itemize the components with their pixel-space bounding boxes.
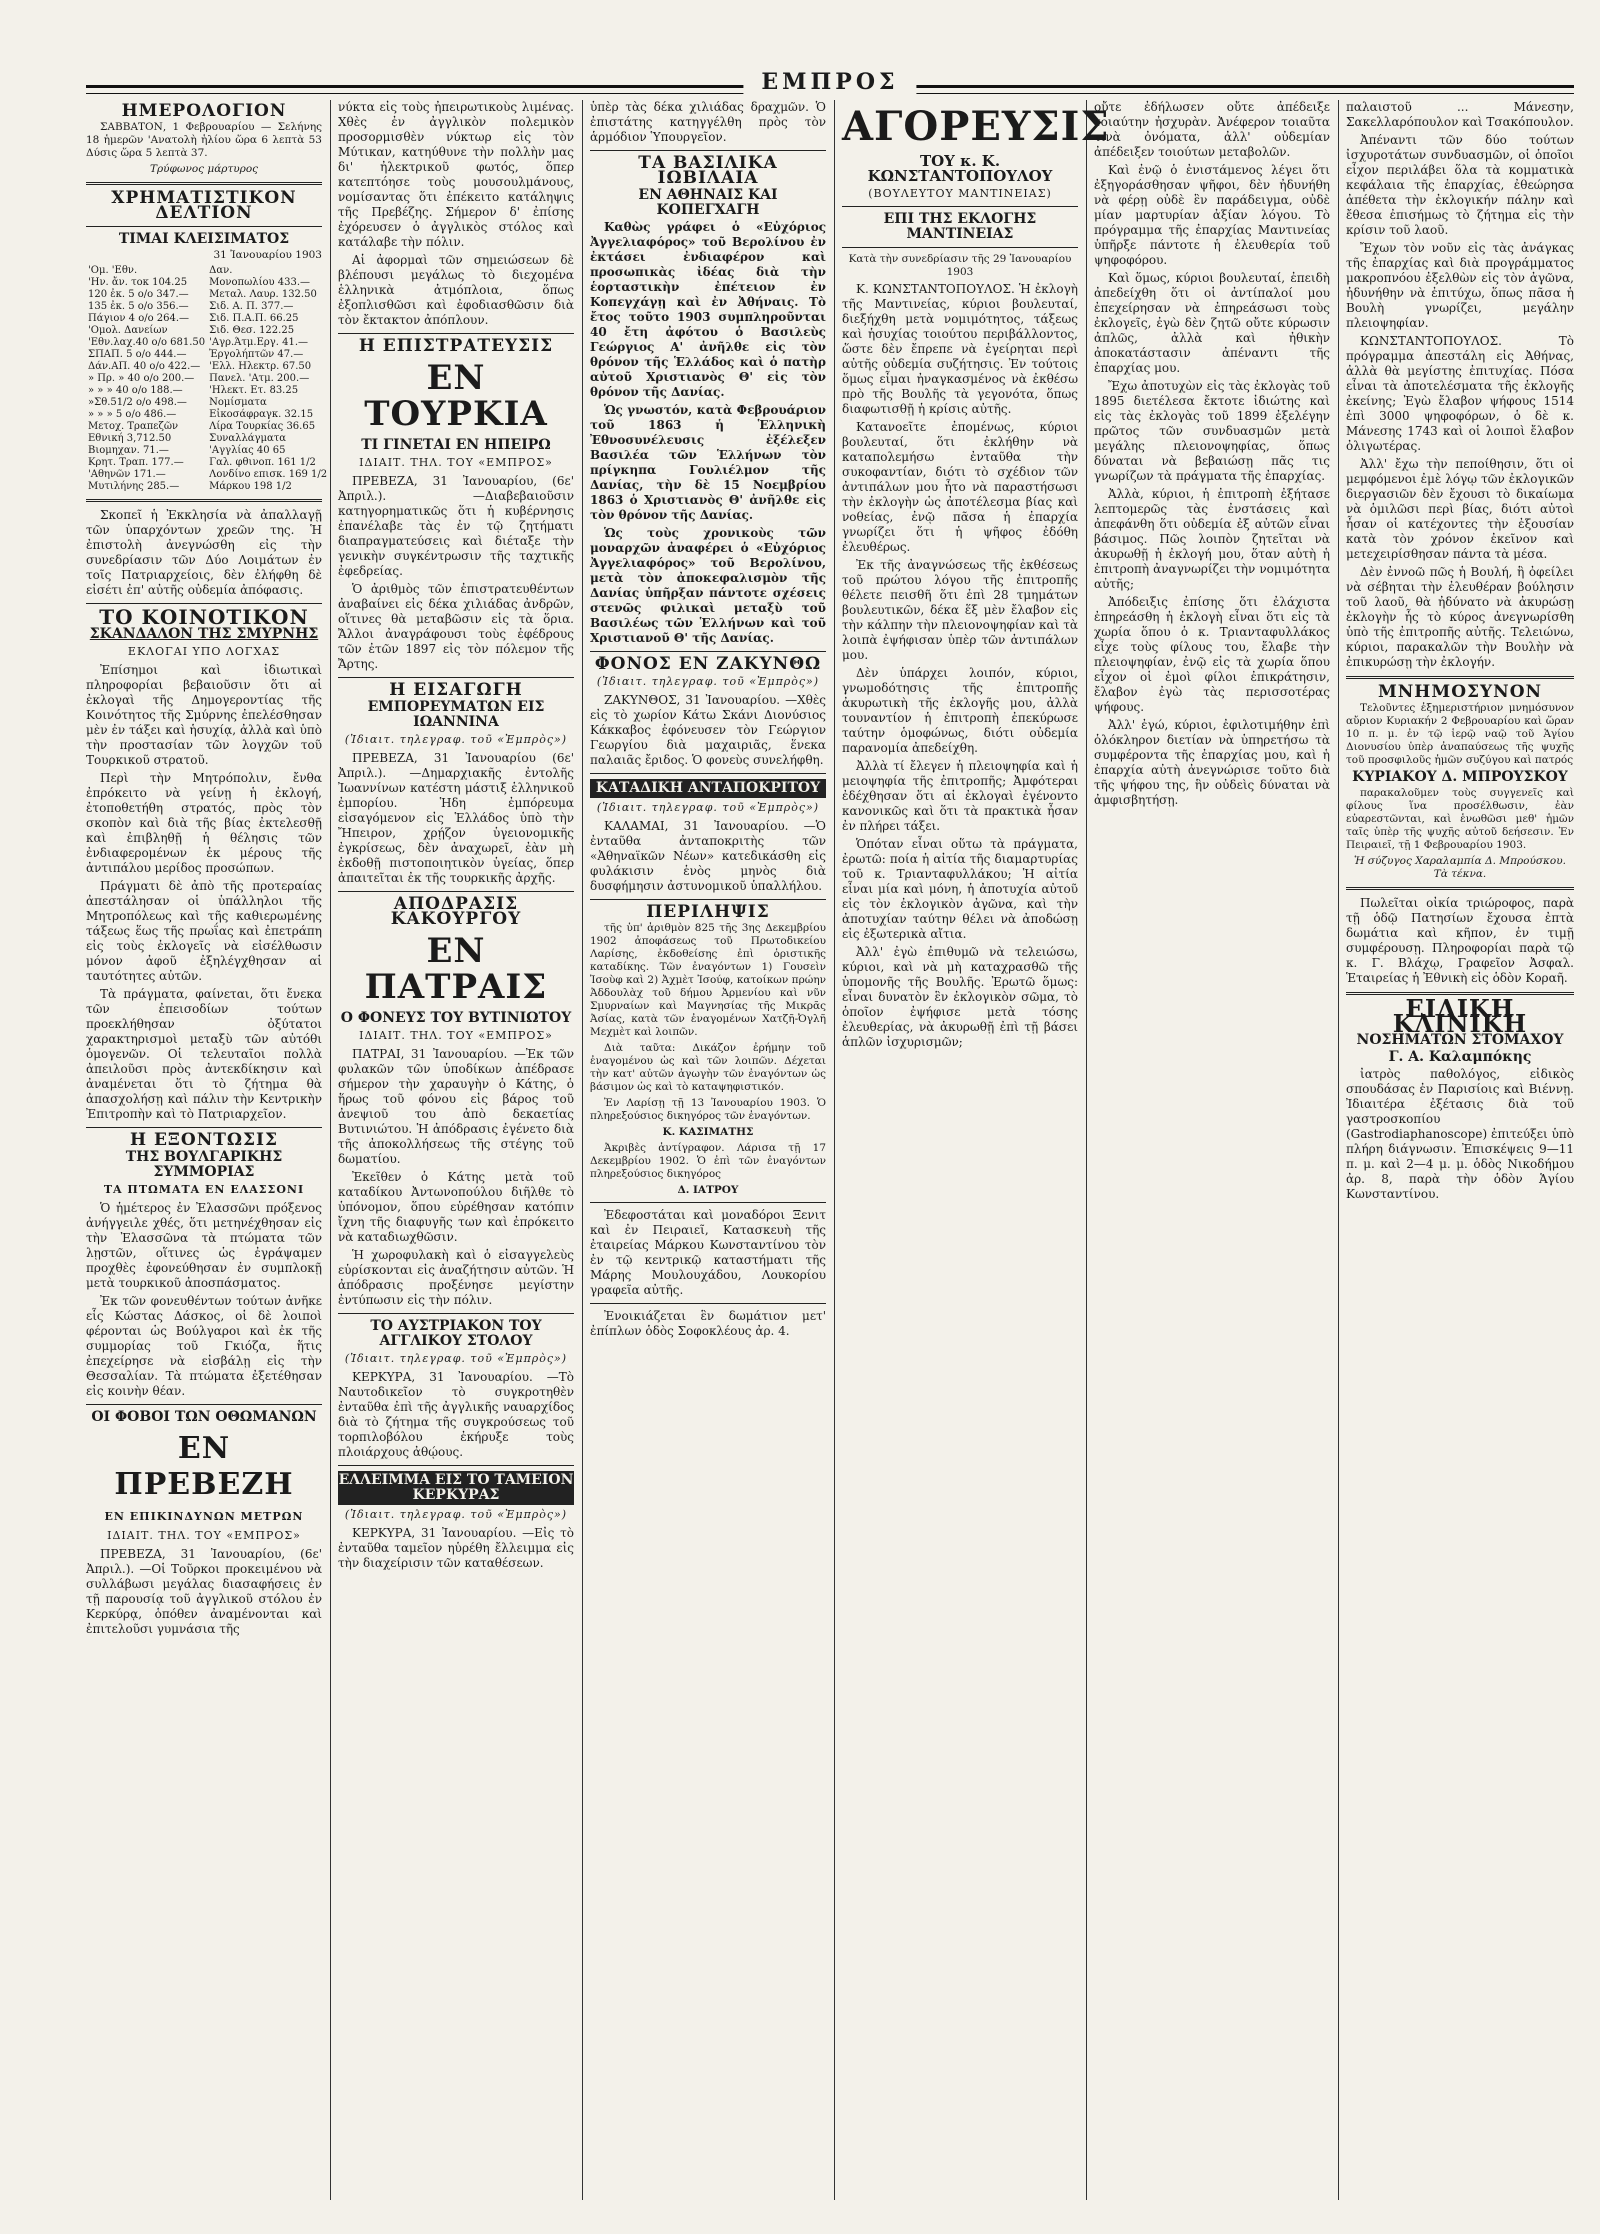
rates-row: [86, 265, 329, 277]
preveza-subheading: ΕΝ ΕΠΙΚΙΝΔΥΝΩΝ ΜΕΤΡΩΝ: [104, 1510, 304, 1523]
article-paragraph: ΚΩΝΣΤΑΝΤΟΠΟΥΛΟΣ. Τὸ πρόγραμμα ἀπεστάλη εἰς Ἀθήνας, ἀλλὰ θὰ μεγίστης ἐπιτυχίας. Πόσα εἶναι τὰ ἀποτελέσματα τῆς ἐκλογῆς ἐκείνης; Ἐγὼ ἔλαβον ψήφους 1514 ἐπὶ 3000 ψηφοφόρων, ὁ δὲ κ. Μάνεσης 1743 καὶ οἱ λοιποὶ ἔλαβον ὀλιγωτέρας.: [1346, 334, 1574, 453]
article-paragraph: Τὰ πράγματα, φαίνεται, ὅτι ἔνεκα τῶν ἐπεισοδίων τούτων προεκλήθησαν ὀξύτατοι χαρακτηρισμοὶ μεταξὺ τῶν αὐτόθι ὁμογενῶν. Οἱ τελευταῖοι πολλὰ ἀπειλοῦσι πρὸς ἀντεκδίκησιν καὶ ἀναμένεται ὅτι τὸ ζήτημα θὰ ἀπασχολήσῃ καὶ πάλιν τὴν Κεντρικὴν Ἐπιτροπὴν καὶ τὸ Πατριαρχεῖον.: [86, 987, 322, 1121]
rates-row: [86, 325, 329, 337]
rates-cell: Λίρα Τουρκίας 36.65: [209, 421, 316, 432]
article-paragraph: νύκτα εἰς τοὺς ἠπειρωτικοὺς λιμένας. Χθὲς ἐν ἀγγλικὸν πολεμικὸν προσορμισθὲν νύκτωρ εἰς τὸν Μύτικαν, κατηύθυνε τὴν πολλὴν μας δι' ἠλεκτρικοῦ φωτός, ὅπερ κατεπτόησε τοὺς μουσουλμάνους, νομίσαντας ὅτι ἐπέκειτο κατάληψις τῆς Πρεβέζης. Σήμερον δ' ἐπίσης ἐχόρευσεν ὁ ἀγγλικὸς στόλος καὶ κατάλαβε τὴν πόλιν.: [338, 100, 574, 249]
divider: [338, 1465, 574, 1466]
divider: [86, 182, 322, 185]
article-paragraph: ὑπὲρ τὰς δέκα χιλιάδας δραχμῶν. Ὁ ἐπιστάτης κατηγγέλθη πρὸς τὸν ἁρμόδιον Ὑπουργεῖον.: [590, 100, 826, 144]
imports-dateline: (Ἰδιαιτ. τηλεγραφ. τοῦ «Ἐμπρὸς»): [344, 733, 568, 746]
exchange-table: [86, 265, 329, 493]
exchange-subheading: ΤΙΜΑΙ ΚΛΕΙΣΙΜΑΤΟΣ: [118, 231, 290, 247]
memorial-family: Ἡ σύζυγος Χαραλαμπία Δ. Μπρούσκου. Τὰ τέκνα.: [1354, 855, 1566, 880]
bulgarians-heading: Η ΕΞΟΝΤΩΣΙΣ: [129, 1130, 279, 1150]
article-paragraph: Καὶ ὅμως, κύριοι βουλευταί, ἐπειδὴ ἀπεδείχθη ὅτι οἱ ἀντίπαλοί μου ἐπεχείρησαν νὰ ἐπηρεάσωσι τοὺς ἐκλογεῖς, ἐγὼ δὲν ζητῶ οὔτε κύρωσιν ἀπλῶς, ἀλλὰ καὶ ἠθικὴν ἀποκατάστασιν ἀπέναντι τῆς ἐπαρχίας μου.: [1094, 271, 1330, 375]
signature: Κ. ΚΑΣΙΜΑΤΗΣ: [662, 1126, 754, 1138]
bulgarians-subheading: ΤΑ ΠΤΩΜΑΤΑ ΕΝ ΕΛΑΣΣΟΝΙ: [103, 1183, 305, 1196]
epistratevsis-dateline: ΙΔΙΑΙΤ. ΤΗΛ. ΤΟΥ «ΕΜΠΡΟΣ»: [359, 456, 553, 469]
rates-row: [86, 361, 329, 373]
exchange-date: 31 Ἰανουαρίου 1903: [213, 249, 322, 261]
divider: [86, 499, 322, 502]
article-paragraph: Κ. ΚΩΝΣΤΑΝΤΟΠΟΥΛΟΣ. Ἡ ἐκλογὴ τῆς Μαντινείας, κύριοι βουλευταί, διεξήχθη μετὰ νομιμότητος, τάξεως καὶ ἡσυχίας τοιούτου περιβάλλοντος, ὥστε δὲν ἔπρεπε νὰ ἐγείρηται περὶ αὐτῆς οὐδεμία συζήτησις. Ἐν τούτοις ὅμως εἶμαι ἠναγκασμένος νὰ ἐκθέσω πρὸ τῆς Βουλῆς τὰ γεγονότα, ὅπως διαφωτισθῇ ἡ κρίσις αὐτῆς.: [842, 282, 1078, 416]
rates-row: [86, 373, 329, 385]
rates-row: [86, 313, 329, 325]
perilipsis-heading: ΠΕΡΙΛΗΨΙΣ: [646, 902, 770, 922]
article-paragraph: Ἀλλὰ, κύριοι, ἡ ἐπιτροπὴ ἐξήτασε λεπτομερῶς τὰς ἐνστάσεις καὶ ἀπεφάνθη ὅτι οὐδεμία ἐξ αὐτῶν εἶναι βάσιμος. Πῶς λοιπὸν ζητεῖται νὰ ἀκυρωθῇ ἡ ἐκλογή μου, ὅταν αὐτὴ ἡ ἐπιτροπὴ ἀναγνωρίζει τὴν νομιμότητα αὐτῆς;: [1094, 487, 1330, 591]
smyrna-heading-2: ΣΚΑΝΔΑΛΟΝ ΤΗΣ ΣΜΥΡΝΗΣ: [89, 626, 319, 642]
rates-cell: Μετοχ. Τραπεζῶν: [88, 421, 179, 432]
memorial-heading: ΜΝΗΜΟΣΥΝΟΝ: [1377, 682, 1543, 702]
epistratevsis-heading-2: ΕΝ ΤΟΥΡΚΙΑ: [364, 358, 548, 434]
clinic-subheading: ΝΟΣΗΜΑΤΩΝ ΣΤΟΜΑΧΟΥ: [1356, 1032, 1564, 1048]
divider: [86, 1127, 322, 1128]
article-paragraph: Ἀλλ' ἐγώ, κύριοι, ἐφιλοτιμήθην ἐπὶ ὁλόκληρον διετίαν νὰ ὑπηρετήσω τὰ συμφέροντα τῆς ἐπαρχίας μου, καὶ ἡ ἐπαρχία αὐτὴ ἀνεγνώρισε τοῦτο διὰ τῆς ψήφου της, ἣν οὐδεὶς δύναται νὰ ἀμφισβητήσῃ.: [1094, 718, 1330, 807]
rates-cell: Σιδ. Π.Α.Π. 66.25: [209, 313, 299, 324]
rates-cell: Δάν.ΑΠ. 40 ο/ο 422.—: [88, 361, 201, 372]
deficit-dateline: (Ἰδιαιτ. τηλεγραφ. τοῦ «Ἐμπρὸς»): [344, 1508, 568, 1521]
kalamata-dateline: (Ἰδιαιτ. τηλεγραφ. τοῦ «Ἐμπρὸς»): [596, 801, 820, 814]
rates-cell: » » » 40 ο/ο 188.—: [88, 385, 183, 396]
article-paragraph: Περὶ τὴν Μητρόπολιν, ἔνθα ἐπρόκειτο νὰ γείνῃ ἡ ἐκλογή, ἐτοποθετήθη στρατός, πρὸς τὸν σκοπὸν καὶ διὰ τῆς βίας ἐκτελεσθῇ καὶ ἐπιβληθῇ ἡ θέλησις τῶν ἐνδιαφερομένων ἐκ μέρους τῆς ἀντιπάλου μερίδος προσώπων.: [86, 771, 322, 875]
signature: Δ. ΙΑΤΡΟΥ: [677, 1184, 739, 1196]
classified-ad: Ἐνοικιάζεται ἓν δωμάτιον μετ' ἐπίπλων ὁδὸς Σοφοκλέους ἀρ. 4.: [590, 1309, 826, 1338]
clinic-doctor: Γ. Α. Καλαμπόκης: [1388, 1049, 1532, 1065]
speech-heading-2: ΤΟΥ κ. Κ. ΚΩΝΣΤΑΝΤΟΠΟΥΛΟΥ: [867, 152, 1053, 185]
divider: [590, 1202, 826, 1203]
article-paragraph: Ἐκ τῶν φονευθέντων τούτων ἀνῆκε εἷς Κώστας Δάσκος, οἱ δὲ λοιποὶ φέρονται ὡς Βούλγαροι καὶ ἐκ τῆς συμμορίας τοῦ Γκιόζα, ἥτις ἐπεχείρησε νὰ εἰσβάλῃ εἰς τὴν Θεσσαλίαν. Τὰ πτώματα ἐξετέθησαν εἰς κοινὴν θέαν.: [86, 1294, 322, 1398]
article-paragraph: ΠΡΕΒΕΖΑ, 31 Ἰανουαρίου (6ε' Ἀπριλ.). —Δημαρχιακῆς ἐντολῆς Ἰωαννίνων κατέστη μάστιξ ἑλληνικοῦ ἐμπορίου. Ἡδη ἐμπόρευμα εἰσαγόμενον εἰς Ἑλλάδος ὑπὸ τὴν Ἤπειρον, χρῄζον ὑγειονομικῆς ἐγκρίσεως, δὲν ἀναχωρεῖ, ἐὰν μὴ ἐκδοθῇ πιστοποιητικὸν ὑγείας, ὅπερ ἀπαιτεῖται ἐκ τῆς τουρκικῆς ἀρχῆς.: [338, 751, 574, 885]
rates-cell: 'Ελλ. Ηλεκτρ. 67.50: [209, 361, 312, 372]
article-paragraph: Δὲν ἐννοῶ πῶς ἡ Βουλή, ἣ ὀφείλει νὰ σέβηται τὴν ἐλευθέραν βούλησιν τοῦ λαοῦ, θὰ ἠδύνατο νὰ ἀκυρώσῃ ἐκλογὴν ἧς τὸ κύρος ἀνεγνωρίσθη ὑπὸ τῆς ἐπιτροπῆς αὐτῆς. Τελειώνω, κύριοι, παρακαλῶν τὴν Βουλὴν νὰ ἐπικυρώσῃ τὴν ἐκλογήν.: [1346, 565, 1574, 669]
epistratevsis-subheading: ΤΙ ΓΙΝΕΤΑΙ ΕΝ ΗΠΕΙΡΩ: [361, 437, 551, 453]
article-paragraph: ΠΡΕΒΕΖΑ, 31 Ἰανουαρίου, (6ε' Ἀπριλ.). —Οἱ Τοῦρκοι προκειμένου νὰ συλλάβωσι μεγάλας διασαφήσεις ἐν τῇ παρουσίᾳ τοῦ ἀγγλικοῦ στόλου ἐν Κερκύρᾳ, ὁπόθεν ἀναμένονται καὶ ἐπιτελοῦσι γυμνάσια τῆς: [86, 1547, 322, 1636]
article-paragraph: ΚΑΛΑΜΑΙ, 31 Ἰανουαρίου. —Ὁ ἐνταῦθα ἀνταποκριτὴς τῶν «Ἀθηναϊκῶν Νέων» κατεδικάσθη εἰς φυλάκισιν ἑνὸς μηνὸς διὰ δυσφήμησιν ἀστυνομικοῦ ὑπαλλήλου.: [590, 819, 826, 893]
rates-cell: Μεταλ. Λαυρ. 132.50: [209, 289, 317, 300]
article-paragraph: ἰατρὸς παθολόγος, εἰδικὸς σπουδάσας ἐν Παρισίοις καὶ Βιέννῃ. Ἰδιαιτέρα ἐξέτασις διὰ τοῦ γαστροσκοπίου (Gastrodiaphanoscope) ἐπιτεύξει ὑπὸ πλήρη διάγνωσιν. Ἐπισκέψεις 9—11 π. μ. καὶ 2—4 μ. μ. ὁδὸς Νικοδήμου ἀρ. 8, παρὰ τὴν ὁδὸν Ἁγίου Κωνσταντίνου.: [1346, 1067, 1574, 1201]
article-paragraph: Δὲν ὑπάρχει λοιπόν, κύριοι, γνωμοδότησις τῆς ἐπιτροπῆς ἀκυρωτικὴ τῆς ἐκλογῆς μου, ἀλλὰ τουναντίον ἡ ἐπιτροπὴ ἐπεκύρωσε ταύτην ὁμοφώνως, διότι οὐδεμία παρανομία ἀπεδείχθη.: [842, 666, 1078, 755]
article-paragraph: ΖΑΚΥΝΘΟΣ, 31 Ἰανουαρίου. —Χθὲς εἰς τὸ χωρίον Κάτω Σκάνι Διονύσιος Κάκκαβος ἐφόνευσεν τὸν Γεώργιον Γεωργίου διὰ μαχαιριᾶς, ἕνεκα παλαιᾶς ἔριδος. Ὁ φονεὺς συνελήφθη.: [590, 693, 826, 767]
divider: [338, 1313, 574, 1314]
rates-row: [86, 457, 329, 469]
rates-row: [86, 289, 329, 301]
article-paragraph: Ἀλλὰ τί ἔλεγεν ἡ πλειοψηφία καὶ ἡ μειοψηφία τῆς ἐπιτροπῆς; Ἀμφότεραι ἐδέχθησαν ὅτι αἱ ἐκλογαὶ ἐγένοντο κανονικῶς καὶ ὅτι τὰ πρακτικὰ ἦσαν ἐν πλήρει τάξει.: [842, 759, 1078, 833]
rates-cell: Συναλλάγματα: [209, 433, 287, 444]
kalamata-heading: ΚΑΤΑΔΙΚΗ ΑΝΤΑΠΟΚΡΙΤΟΥ: [590, 779, 826, 798]
preveza-dateline: ΙΔΙΑΙΤ. ΤΗΛ. ΤΟΥ «ΕΜΠΡΟΣ»: [107, 1529, 301, 1542]
almanac-text: ΣΑΒΒΑΤΟΝ, 1 Φεβρουαρίου — Σελήνης 18 ἡμερῶν 'Ανατολὴ ἡλίου ὥρα 6 λεπτὰ 53 Δύσις ὥρα 5 λεπτὰ 37.: [86, 121, 322, 159]
column-1: [86, 100, 328, 2200]
jubilees-heading: ΤΑ ΒΑΣΙΛΙΚΑ ΙΩΒΙΛΑΙΑ: [638, 153, 778, 188]
divider: [842, 247, 1078, 248]
masthead: [86, 69, 1574, 97]
rates-cell: »Σθ.51/2 ο/ο 498.—: [88, 397, 187, 408]
classified-ad: Ἐδεφοστάται καὶ μοναδόροι Ξενιτ καὶ ἐν Πειραιεῖ, Κατασκευὴ τῆς ἐταιρείας Μάρκου Κωνσταντίνου τὸν ἐν τῷ κεντρικῷ καταστήματι τῆς Μάρης Μουλουχάδου, Λουκορίου γραφεῖα αὐτῆς.: [590, 1208, 826, 1297]
article-paragraph: Πράγματι δὲ ἀπὸ τῆς προτεραίας ἀπεστάλησαν οἱ ὑπάλληλοι τῆς Μητροπόλεως καὶ τῆς καθιερωμένης τάξεως ἕως τῆς πρωΐας καὶ ἐπετράπη εἰς τοὺς ἐκλογεῖς νὰ εἰσέλθωσιν μόνον ἀφοῦ ἐξηλέγχθησαν αἱ ταυτότητες αὐτῶν.: [86, 879, 322, 983]
rates-cell: » Πρ. » 40 ο/ο 200.—: [88, 373, 195, 384]
article-paragraph: ΠΑΤΡΑΙ, 31 Ἰανουαρίου. —Ἐκ τῶν φυλακῶν τῶν ὑποδίκων ἀπέδρασε σήμερον τὴν χαραυγὴν ὁ Κάτης, ὁ ἥρως τοῦ φόνου εἰς βάρος τοῦ ἀνεψιοῦ του ἀπὸ δεκαετίας Βυτινιώτου. Ἡ ἀπόδρασις ἐγένετο διὰ τῆς ἀποκολλήσεως τῆς στέγης τοῦ δωματίου.: [338, 1047, 574, 1166]
deficit-heading: ΕΛΛΕΙΜΜΑ ΕΙΣ ΤΟ ΤΑΜΕΙΟΝ ΚΕΡΚΥΡΑΣ: [338, 1472, 574, 1503]
rates-row: [86, 397, 329, 409]
rates-row: [86, 349, 329, 361]
article-paragraph: Διὰ ταῦτα: Δικάζον ἐρήμην τοῦ ἐναγομένου ὡς καὶ τῶν λοιπῶν. Δέχεται τὴν κατ' αὐτῶν ἀγωγὴν τῶν ἐναγόντων ὡς βάσιμον ὡς καὶ τὸ καταψηφιστικόν.: [590, 1042, 826, 1093]
divider: [1346, 887, 1574, 890]
article-paragraph: ΠΡΕΒΕΖΑ, 31 Ἰανουαρίου, (6ε' Ἀπριλ.). —Διαβεβαιοῦσιν κατηγορηματικῶς ὅτι ἡ κυβέρνησις ἐπανέλαβε τὰς ἐν τῷ ζητήματι διαπραγματεύσεις καὶ διέταξε τὴν γενικὴν συγκέντρωσιν τῆς ταχτικῆς ἐφεδρείας.: [338, 474, 574, 578]
divider: [590, 899, 826, 900]
escape-heading-2: ΕΝ ΠΑΤΡΑΙΣ: [364, 931, 548, 1007]
article-paragraph: Ἀκριβὲς ἀντίγραφον. Λάρισα τῇ 17 Δεκεμβρίου 1902. Ὁ ἐπὶ τῶν ἐναγόντων πληρεξούσιος δικηγόρος: [590, 1142, 826, 1180]
rates-row: [86, 385, 329, 397]
jubilees-heading-2: ΕΝ ΑΘΗΝΑΙΣ ΚΑΙ ΚΟΠΕΓΧΑΓΗ: [638, 187, 778, 218]
imports-heading: Η ΕΙΣΑΓΩΓΗ: [389, 680, 523, 700]
zakynthos-dateline: (Ἰδιαιτ. τηλεγραφ. τοῦ «Ἐμπρὸς»): [596, 675, 820, 688]
column-rule: [1086, 100, 1087, 2200]
article-paragraph: τῆς ὑπ' ἀριθμὸν 825 τῆς 3ης Δεκεμβρίου 1902 ἀποφάσεως τοῦ Πρωτοδικείου Λαρίσης, ἐκδοθείσης ἐπὶ ὁριστικῆς καταδίκης. Τῶν ἐναγόντων 1) Γουσεὶν Ἰσοὺφ καὶ 2) Ἀχμὲτ Ἰσούφ, κατοίκων πρώην Ἀδδουλὰχ τοῦ δήμου Ἀρμενίου καὶ νῦν Σμυρναίων καὶ Μαγνησίας τῆς Μικρᾶς Ἀσίας, κατὰ τῶν ἐναγομένων Χατζῆ-Ὀγλῆ Μεχμὲτ καὶ λοιπῶν.: [590, 922, 826, 1038]
rates-cell: 'Αγγλίας 40 65: [209, 445, 286, 456]
divider: [842, 206, 1078, 207]
speech-heading-3: ΕΠΙ ΤΗΣ ΕΚΛΟΓΗΣ ΜΑΝΤΙΝΕΙΑΣ: [883, 211, 1037, 242]
divider: [338, 891, 574, 892]
column-6: [1346, 100, 1574, 2200]
rates-cell: ΣΠΑΠ. 5 ο/ο 444.—: [88, 349, 187, 360]
rates-cell: 'Ηλεκτ. Ετ. 83.25: [209, 385, 299, 396]
column-4: [842, 100, 1110, 2200]
article-paragraph: Ὡς γνωστόν, κατὰ Φεβρουάριον τοῦ 1863 ἡ Ἑλληνικὴ Ἐθνοσυνέλευσις ἐξέλεξεν Βασιλέα τῶν Ἑλλήνων τὸν πρίγκηπα Γουλιέλμον τῆς Δανίας, τὴν δὲ 15 Νοεμβρίου 1863 ὁ Χριστιανὸς Θ' ἀνῆλθε εἰς τὸν θρόνον τῆς Δανίας.: [590, 403, 826, 522]
rates-cell: 'Ομ. 'Εθν.: [88, 265, 138, 276]
article-paragraph: οὔτε ἐδήλωσεν οὔτε ἀπέδειξε τοιαύτην ἠσχυρὰν. Ἀνέφερον τοιαῦτα τινὰ ὀνόματα, ἀλλ' οὐδεμίαν ἀπέδειξεν τοιούτων μεταβολῶν.: [1094, 100, 1330, 159]
divider: [86, 603, 322, 604]
article-paragraph: Αἱ ἀφορμαὶ τῶν σημειώσεων δὲ βλέπουσι μεγάλως τὸ διεχομένα ἑλληνικὰ ἀτμόπλοια, ὅπως ἐξοπλισθῶσι καὶ ἐφοδιασθῶσιν διὰ τὸν ἔκτακτον ἀπόπλουν.: [338, 253, 574, 327]
imports-heading-2: ΕΜΠΟΡΕΥΜΑΤΩΝ ΕΙΣ ΙΩΑΝΝΙΝΑ: [367, 699, 545, 730]
rates-cell: Εἰκοσάφραγκ. 32.15: [209, 409, 314, 420]
article-paragraph: Ἐκ τῆς ἀναγνώσεως τῆς ἐκθέσεως τοῦ πρώτου λόγου τῆς ἐπιτροπῆς θέλετε πεισθῆ ὅτι ἐπὶ 28 τμημάτων βουλευτικῶν, δέκα ἕξ μὲν ἔλαβον εἰς τὴν κάλπην τὴν πλειονοψηφίαν καὶ τὰ λοιπὰ ἐψήφισαν ὑπὲρ τῶν ἀντιπάλων μου.: [842, 558, 1078, 662]
article-paragraph: Ἀλλ' ἐγὼ ἐπιθυμῶ νὰ τελειώσω, κύριοι, καὶ νὰ μὴ καταχρασθῶ τῆς ὑπομονῆς τῆς Βουλῆς. Ἐρωτῶ ὅμως: εἶναι δυνατὸν ἓν ἐκλογικὸν σῶμα, τὸ ὁποῖον ἐψήφισε μετὰ τόσης ἐλευθερίας, νὰ ἀκυρωθῇ ἐπὶ τῇ βάσει ἁπλῶν ἰσχυρισμῶν;: [842, 945, 1078, 1049]
rates-cell: 120 ἐκ. 5 ο/ο 347.—: [88, 289, 189, 300]
divider: [590, 150, 826, 151]
rates-cell: Λονδίνο επισκ. 169 1/2: [209, 469, 328, 480]
speech-heading: ΑΓΟΡΕΥΣΙΣ: [842, 103, 1110, 150]
rates-cell: 'Αγρ.Άτμ.Εργ. 41.—: [209, 337, 308, 348]
epistratevsis-heading: Η ΕΠΙΣΤΡΑΤΕΥΣΙΣ: [358, 336, 554, 356]
article-paragraph: Ἡ χωροφυλακὴ καὶ ὁ εἰσαγγελεὺς εὑρίσκονται εἰς ἀναζήτησιν αὐτῶν. Ἡ ἀπόδρασις προξένησε μεγίστην ἐντύπωσιν εἰς τὴν πόλιν.: [338, 1248, 574, 1307]
column-rule: [582, 100, 583, 2200]
divider: [338, 677, 574, 678]
article-paragraph: παρακαλοῦμεν τοὺς συγγενεῖς καὶ φίλους ἵνα προσέλθωσιν, ἐὰν εὐαρεστῶνται, καὶ ἑνωθῶσι μεθ' ἡμῶν ταῖς ὑπὲρ τῆς ψυχῆς αὐτοῦ δεήσεσιν. Ἐν Πειραιεῖ, τῇ 1 Φεβρουαρίου 1903.: [1346, 787, 1574, 851]
divider: [86, 1404, 322, 1405]
rates-cell: 'Ομολ. Δανείων: [88, 325, 168, 336]
rates-cell: 'Αθηνῶν 171.—: [88, 469, 166, 480]
article-paragraph: Ὡς τοὺς χρονικοὺς τῶν μοναρχῶν ἀναφέρει ὁ «Εὐχόριος Ἀγγελιαφόρος» τοῦ Βερολίνου, μετὰ τὸν ἀποκεφαλισμὸν τῆς Δανίας ὑπῆρξαν πάντοτε σχέσεις στενῶς φιλικαὶ μεταξὺ τοῦ Βασιλέως τῶν Ἑλλήνων καὶ τοῦ Χριστιανοῦ Θ' τῆς Δανίας.: [590, 526, 826, 645]
rates-row: [86, 445, 329, 457]
rates-cell: 'Ην. ἄν. τοκ 104.25: [88, 277, 188, 288]
rates-cell: 'Εθν.λαχ.40 ο/ο 681.50: [88, 337, 206, 348]
article-paragraph: Τελοῦντες ἐξημεριστήριον μνημόσυνον αὔριον Κυριακήν 2 Φεβρουαρίου καὶ ὥραν 10 π. μ. ἐν τῷ ἱερῷ ναῷ τοῦ Ἁγίου Διονυσίου ὑπὲρ ἀναπαύσεως τῆς ψυχῆς τοῦ προσφιλοῦς ἡμῶν συζύγου καὶ πατρός: [1346, 702, 1574, 766]
article-paragraph: παλαιστοῦ ... Μάνεσην, Σακελλαρόπουλον καὶ Τσακόπουλον.: [1346, 100, 1574, 129]
preveza-heading: ΟΙ ΦΟΒΟΙ ΤΩΝ ΟΘΩΜΑΝΩΝ: [91, 1409, 317, 1425]
column-2: [338, 100, 574, 2200]
divider: [590, 773, 826, 774]
column-rule: [1338, 100, 1339, 2200]
rates-row: [86, 409, 329, 421]
divider: [338, 333, 574, 334]
preveza-heading-2: ΕΝ ΠΡΕΒΕΖΗ: [114, 1431, 294, 1502]
bulgarians-heading-2: ΤΗΣ ΒΟΥΛΓΑΡΙΚΗΣ ΣΥΜΜΟΡΙΑΣ: [125, 1149, 283, 1180]
clinic-heading: ΕΙΔΙΚΗ ΚΛΙΝΙΚΗ: [1392, 994, 1528, 1038]
exchange-heading: ΧΡΗΜΑΤΙΣΤΙΚΟΝ ΔΕΛΤΙΟΝ: [111, 188, 297, 223]
article-paragraph: Ὁπόταν εἶναι οὕτω τὰ πράγματα, ἐρωτῶ: ποία ἡ αἰτία τῆς διαμαρτυρίας τοῦ κ. Τριανταφυλλάκου; Ἡ αἰτία εἶναι μία καὶ μόνη, ἡ ἀποτυχία αὐτοῦ εἰς τὸν ἐκλογικὸν ἀγῶνα, καὶ τὴν ἀποτυχίαν ταύτην θέλει νὰ ἀποδώσῃ εἰς ἐξωτερικὰ αἴτια.: [842, 837, 1078, 941]
escape-heading: ΑΠΟΔΡΑΣΙΣ ΚΑΚΟΥΡΓΟΥ: [390, 894, 522, 929]
article-paragraph: Ἔχων τὸν νοῦν εἰς τὰς ἀνάγκας τῆς ἐπαρχίας καὶ διὰ προγράμματος μακροπνόου ἐξελθὼν εἰς τὸν ἀγῶνα, ἠδυνήθην νὰ ἐπιτύχω, ὅπως πᾶσα ἡ Βουλὴ γνωρίζει, μεγάλην πλειοψηφίαν.: [1346, 241, 1574, 330]
rates-cell: Νομίσματα: [209, 397, 267, 408]
rates-cell: Σιδ. Θεσ. 122.25: [209, 325, 295, 336]
column-5: [1094, 100, 1330, 2200]
column-rule: [330, 100, 331, 2200]
rates-cell: Ἐργολήπτῶν 47.—: [209, 349, 304, 360]
rates-row: [86, 421, 329, 433]
divider: [86, 226, 322, 227]
rates-cell: Μονοπωλίου 433.—: [209, 277, 311, 288]
rates-cell: Πανελ. 'Ατμ. 200.—: [209, 373, 310, 384]
rates-row: [86, 481, 329, 493]
article-paragraph: Σκοπεῖ ἡ Ἐκκλησία νὰ ἀπαλλαγῇ τῶν ὑπαρχόντων χρεῶν της. Ἡ ἐπιστολὴ ἀνεγνώσθη εἰς τὴν συνεδρίασιν τῶν Δύο Λοιμάτων ἐν τοῖς Πατριαρχείοις, δὲν ἐλήφθη δὲ εἰσέτι ἐπ' αὐτῆς οὐδεμία ἀπόφασις.: [86, 508, 322, 597]
article-paragraph: Ὁ ἀριθμὸς τῶν ἐπιστρατευθέντων ἀναβαίνει εἰς δέκα χιλιάδας ἀνδρῶν, οἵτινες θὰ μεταβῶσιν εἰς τὰ ὅρια. Ἄλλοι ἀναγράφουσι τοὺς ἐφέδρους τῶν ἐτῶν 1897 εἰς τὸν πόλεμον τῆς Ἄρτης.: [338, 582, 574, 671]
rates-row: [86, 301, 329, 313]
article-paragraph: Ἔχω ἀποτυχὼν εἰς τὰς ἐκλογὰς τοῦ 1895 διετέλεσα ἔκτοτε ἰδιώτης καὶ εἰς τὰς ἐκλογὰς τοῦ 1899 ἐξελέγην πρῶτος τῶν συνδυασμῶν μετὰ μεγάλης πλειονοψηφίας, ὅπως δύναται νὰ βεβαιώσῃ πᾶς τις γνωρίζων τὰ πράγματα τῆς ἐπαρχίας.: [1094, 379, 1330, 483]
smyrna-subheading: ΕΚΛΟΓΑΙ ΥΠΟ ΛΟΓΧΑΣ: [127, 645, 281, 658]
column-3: [590, 100, 826, 2200]
rates-cell: » » » 5 ο/ο 486.—: [88, 409, 177, 420]
divider: [590, 1303, 826, 1304]
rates-cell: 135 ἐκ. 5 ο/ο 356.—: [88, 301, 189, 312]
divider: [590, 651, 826, 652]
rates-cell: Μάρκου 198 1/2: [209, 481, 292, 492]
speech-subheading: (ΒΟΥΛΕΥΤΟΥ ΜΑΝΤΙΝΕΙΑΣ): [868, 187, 1052, 200]
newspaper-title: ΕΜΠΡΟΣ: [743, 69, 916, 95]
article-paragraph: Ἐν Λαρίσῃ τῇ 13 Ἰανουαρίου 1903. Ὁ πληρεξούσιος δικηγόρος τῶν ἐναγόντων.: [590, 1097, 826, 1122]
rates-row: [86, 469, 329, 481]
escape-subheading: Ο ΦΟΝΕΥΣ ΤΟΥ ΒΥΤΙΝΙΩΤΟΥ: [340, 1010, 572, 1026]
article-paragraph: Ἐπίσημοι καὶ ἰδιωτικαὶ πληροφορίαι βεβαιοῦσιν ὅτι αἱ ἐκλογαὶ τῆς Δημογεροντίας τῆς Κοινότητος τῆς Σμύρνης ἐπελέσθησαν μὲν ἐν τάξει καὶ ἡσυχίᾳ, ἀλλὰ καὶ ὑπὸ τὴν προστασίαν τῶν λογχῶν τοῦ Τουρκικοῦ στρατοῦ.: [86, 663, 322, 767]
speech-session: Κατὰ τὴν συνεδρίασιν τῆς 29 Ἰανουαρίου 1903: [848, 253, 1072, 278]
article-paragraph: Ἀπέναντι τῶν δύο τούτων ἰσχυροτάτων συνδυασμῶν, οἱ ὁποῖοι εἶχον περιλάβει ὅλα τὰ κομματικὰ κεφάλαια τῆς ἐπαρχίας, ἐθεώρησα ἀπέθετα τὴν ἐκλογικήν πάλην καὶ ἔθεσα ἐπισήμως τὸ ζήτημα εἰς τὴν κρίσιν τοῦ λαοῦ.: [1346, 133, 1574, 237]
article-paragraph: Καθὼς γράφει ὁ «Εὐχόριος Ἀγγελιαφόρος» τοῦ Βερολίνου ἐν ἐκτάσει ἐνδιαφέρον καὶ προσωπικὰς ἰδέας διὰ τὴν ἑορταστικὴν ἐπέτειον ἐν Κοπεγχάγῃ καὶ ἐν Ἀθήναις. Τὸ ἔτος τοῦτο 1903 συμπληροῦνται 40 ἔτη ἀφότου ὁ Βασιλεὺς Γεώργιος Α' ἀνῆλθε εἰς τὸν θρόνον τῆς Ἑλλάδος καὶ ὁ πατὴρ αὐτοῦ Χριστιανὸς Θ' εἰς τὸν θρόνον τῆς Δανίας.: [590, 220, 826, 399]
almanac-heading: ΗΜΕΡΟΛΟΓΙΟΝ: [121, 101, 287, 121]
rates-cell: Γαλ. φθινοπ. 161 1/2: [209, 457, 316, 468]
rates-cell: Εθνική 3,712.50: [88, 433, 172, 444]
article-paragraph: Ἀπόδειξις ἐπίσης ὅτι ἐλάχιστα ἐπηρεάσθη ἡ ἐκλογὴ εἶναι ὅτι εἰς τὰ χωρία ὅπου ὁ κ. Τριανταφυλλάκος εἶχε τοὺς φίλους του, ἔλαβε τὴν πλειοψηφίαν, ἐνῷ εἰς τὰ χωρία ὅπου εἶχον οἱ ἐμοὶ φίλοι ἐπικράτησιν, ἔλαβον ἐγὼ τὰς περισσοτέρας ψήφους.: [1094, 595, 1330, 714]
rates-cell: Δαν.: [209, 265, 233, 276]
article-paragraph: ΚΕΡΚΥΡΑ, 31 Ἰανουαρίου. —Εἰς τὸ ἐνταῦθα ταμεῖον ηὑρέθη ἔλλειμμα εἰς τὴν διαχείρισιν τῶν καταθέσεων.: [338, 1526, 574, 1570]
rates-cell: Πάγιον 4 ο/ο 264.—: [88, 313, 190, 324]
article-paragraph: Καὶ ἐνῷ ὁ ἐνιστάμενος λέγει ὅτι ἐξηγοράσθησαν ψῆφοι, δὲν ἠδυνήθη νὰ φέρῃ οὐδὲ ἓν παράδειγμα, οὐδὲ μίαν μαρτυρίαν ἀξίαν λόγου. Τὸ πρόγραμμα τῆς ἐπαρχίας Μαντινείας ὑπῆρξε πάντοτε ἡ ἐλευθερία τοῦ ψηφοφόρου.: [1094, 163, 1330, 267]
escape-dateline: ΙΔΙΑΙΤ. ΤΗΛ. ΤΟΥ «ΕΜΠΡΟΣ»: [359, 1029, 553, 1042]
rates-cell: Σιδ. Α. Π. 377.—: [209, 301, 294, 312]
rates-row: [86, 277, 329, 289]
column-rule: [834, 100, 835, 2200]
article-paragraph: Ὁ ἡμέτερος ἐν Ἐλασσῶνι πρόξενος ἀνήγγειλε χθές, ὅτι μετηνέχθησαν εἰς τὴν Ἐλασσῶνα τὰ πτώματα τῶν λῃστῶν, οἵτινες ὡς ἐγράψαμεν προχθὲς ἐφονεύθησαν ἐν συμπλοκῇ μετὰ τουρκικοῦ ἀποσπάσματος.: [86, 1201, 322, 1290]
corfu-dateline: (Ἰδιαιτ. τηλεγραφ. τοῦ «Ἐμπρὸς»): [344, 1352, 568, 1365]
article-paragraph: Κατανοεῖτε ἐπομένως, κύριοι βουλευταί, ὅτι ἐκλήθην νὰ καταπολεμήσω ἐνταῦθα τὴν συκοφαντίαν, διότι τὸ σχέδιον τῶν ἀντιπάλων μου ἦτο νὰ παραστήσωσι τὴν ἐκλογὴν ὡς ἀποτέλεσμα βίας καὶ νοθείας, ἐνῷ πᾶσα ἡ ἐπαρχία γνωρίζει ὅτι ἡ ψῆφος ἐδόθη ἐλευθέρως.: [842, 420, 1078, 554]
classified-ad: Πωλεῖται οἰκία τριώροφος, παρὰ τῇ ὁδῷ Πατησίων ἔχουσα ἐπτὰ δωμάτια καὶ κῆπον, ἐν τιμῇ συμφέρουσῃ. Πληροφορίαι παρὰ τῷ κ. Γ. Βλάχῳ, Γραφεῖον Ἀσφαλ. Ἑταιρείας ἡ Ἐθνικὴ εἰς ὁδὸν Κοραῆ.: [1346, 896, 1574, 985]
memorial-name: ΚΥΡΙΑΚΟΥ Δ. ΜΠΡΟΥΣΚΟΥ: [1352, 769, 1568, 785]
corfu-heading: ΤΟ ΑΥΣΤΡΙΑΚΟΝ ΤΟΥ ΑΓΓΛΙΚΟΥ ΣΤΟΛΟΥ: [370, 1318, 542, 1349]
rates-row: [86, 433, 329, 445]
article-paragraph: Ἐκεῖθεν ὁ Κάτης μετὰ τοῦ καταδίκου Ἀντωνοπούλου διῆλθε τὸ ὑπόνομον, ὅπου εὑρέθησαν κατόπιν ἴχνη τῆς διαφυγῆς των καὶ ἐπρόκειτο νὰ καταδιωχθῶσιν.: [338, 1170, 574, 1244]
almanac-saint: Τρύφωνος μάρτυρος: [149, 163, 259, 175]
rates-cell: Βιομηχαν. 71.—: [88, 445, 169, 456]
article-paragraph: ΚΕΡΚΥΡΑ, 31 Ἰανουαρίου. —Τὸ Ναυτοδικεῖον τὸ συγκροτηθὲν ἐνταῦθα ἐπὶ τῆς ἀγγλικῆς ναυαρχίδος διὰ τὸ ζήτημα τῆς συγκρούσεως τοῦ τορπιλοβόλου ἐκήρυξε τοὺς πλοιάρχους ἀθῴους.: [338, 1370, 574, 1459]
rates-row: [86, 337, 329, 349]
rates-cell: Κρητ. Τραπ. 177.—: [88, 457, 184, 468]
divider: [1346, 676, 1574, 679]
rates-cell: Μυτιλήνης 285.—: [88, 481, 180, 492]
article-paragraph: Ἀλλ' ἔχω τὴν πεποίθησιν, ὅτι οἱ μεμφόμενοι ἐμὲ λόγῳ τῶν ἐκλογικῶν διεργασιῶν δὲν ἔχουσι τὸ δικαίωμα νὰ ὁμιλῶσι περὶ βίας, διότι αὐτοὶ ἦσαν οἱ κατέχοντες τὴν ἐξουσίαν κατὰ τὸν χρόνον ἐκεῖνον καὶ μετεχειρίσθησαν πάντα τὰ μέσα.: [1346, 457, 1574, 561]
smyrna-heading: ΤΟ ΚΟΙΝΟΤΙΚΟΝ: [99, 605, 309, 629]
zakynthos-heading: ΦΟΝΟΣ ΕΝ ΖΑΚΥΝΘΩ: [594, 654, 822, 674]
